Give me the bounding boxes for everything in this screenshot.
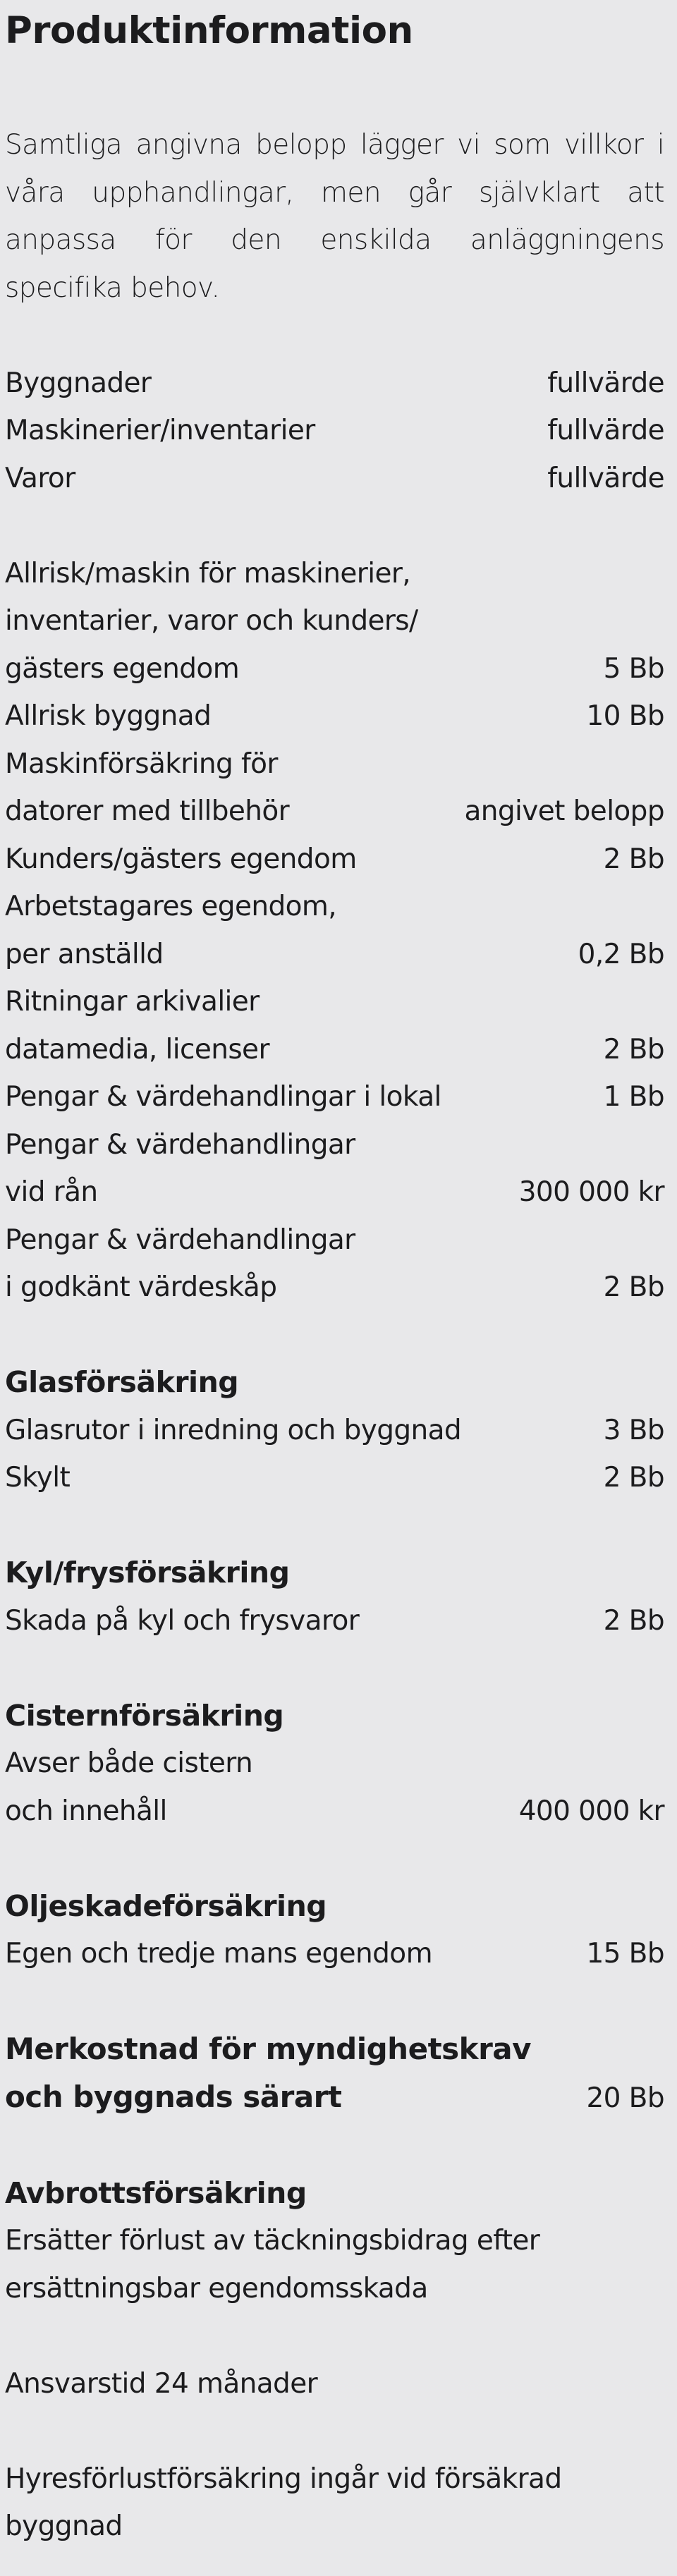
spacer bbox=[5, 2122, 664, 2170]
allrisk-row bbox=[5, 788, 664, 836]
section-heading: Glasförsäkring bbox=[5, 1365, 239, 1399]
section-heading: Avbrottsförsäkring bbox=[5, 2175, 307, 2210]
kyl-section bbox=[5, 1549, 664, 1644]
section-heading: Cisternförsäkring bbox=[5, 1698, 284, 1733]
allrisk-row bbox=[5, 1073, 664, 1121]
row-value: 400 000 kr bbox=[518, 1795, 664, 1827]
glas-row bbox=[5, 1407, 664, 1455]
spacer bbox=[5, 2312, 664, 2360]
spacer bbox=[5, 502, 664, 550]
product-info-page bbox=[0, 7, 677, 2576]
row-label: datamedia, licenser bbox=[5, 1033, 269, 1066]
row-label: Glasrutor i inredning och byggnad bbox=[5, 1414, 462, 1446]
spacer bbox=[5, 1312, 664, 1360]
intro-paragraph: Samtliga angivna belopp lägger vi som villkor i våra upphandlingar, men går självklart att anpassa för den enskilda anläggningens specifika behov. bbox=[5, 129, 664, 304]
allrisk-row bbox=[5, 1264, 664, 1312]
row-label: Skylt bbox=[5, 1462, 71, 1494]
row-label: Varor bbox=[5, 462, 75, 494]
row-label: Pengar & värdehandlingar i lokal bbox=[5, 1081, 441, 1113]
row-value: 5 Bb bbox=[603, 652, 664, 685]
kyl-row bbox=[5, 1597, 664, 1645]
section-heading: Merkostnad för myndighetskrav bbox=[5, 2032, 532, 2066]
allrisk-text-line: Pengar & värdehandlingar bbox=[5, 1223, 355, 1256]
glas-section bbox=[5, 1359, 664, 1502]
row-label: i godkänt värdeskåp bbox=[5, 1271, 277, 1303]
row-label: gästers egendom bbox=[5, 652, 240, 685]
avbrott-text-line: ersättningsbar egendomsskada bbox=[5, 2272, 428, 2305]
row-label: Skada på kyl och frysvaror bbox=[5, 1604, 360, 1637]
glas-row bbox=[5, 1454, 664, 1502]
allrisk-row bbox=[5, 1168, 664, 1216]
row-value: 2 Bb bbox=[603, 1271, 664, 1303]
row-label: per anställd bbox=[5, 938, 164, 970]
avbrott-text-line: Ersätter förlust av täckningsbidrag efter bbox=[5, 2225, 540, 2257]
row-label: Byggnader bbox=[5, 367, 152, 399]
row-value: 0,2 Bb bbox=[578, 938, 664, 970]
row-value: fullvärde bbox=[547, 462, 664, 494]
allrisk-text-line: Ritningar arkivalier bbox=[5, 986, 260, 1018]
allrisk-text-line: Allrisk/maskin för maskinerier, bbox=[5, 557, 411, 590]
row-value: 2 Bb bbox=[603, 843, 664, 875]
olje-row bbox=[5, 1930, 664, 1978]
row-value: 20 Bb bbox=[586, 2082, 664, 2114]
allrisk-row bbox=[5, 1026, 664, 1074]
row-label: Allrisk byggnad bbox=[5, 700, 212, 732]
cistern-text-line: Avser både cistern bbox=[5, 1747, 253, 1779]
value-row-maskinerier bbox=[5, 407, 664, 455]
hyres-text-line: Hyresförlustförsäkring ingår vid försäkrad bbox=[5, 2462, 562, 2495]
row-value: 1 Bb bbox=[603, 1081, 664, 1113]
allrisk-row bbox=[5, 645, 664, 693]
row-value: 10 Bb bbox=[586, 700, 664, 732]
spacer bbox=[5, 2407, 664, 2455]
ansvarstid-text: Ansvarstid 24 månader bbox=[5, 2367, 318, 2400]
row-label: Maskinerier/inventarier bbox=[5, 415, 315, 446]
allrisk-row bbox=[5, 692, 664, 740]
row-label: Egen och tredje mans egendom bbox=[5, 1938, 432, 1970]
section-heading: Kyl/frysförsäkring bbox=[5, 1556, 290, 1589]
row-value: 3 Bb bbox=[603, 1414, 664, 1446]
spacer bbox=[5, 1644, 664, 1692]
row-value: fullvärde bbox=[547, 367, 664, 399]
values-block bbox=[5, 360, 664, 503]
value-row-byggnader bbox=[5, 360, 664, 408]
row-value: 2 Bb bbox=[603, 1462, 664, 1494]
allrisk-row bbox=[5, 931, 664, 979]
avbrott-section bbox=[5, 2170, 664, 2551]
allrisk-text-line: inventarier, varor och kunders/ bbox=[5, 605, 418, 637]
row-label: datorer med tillbehör bbox=[5, 795, 290, 827]
spacer bbox=[5, 1978, 664, 2026]
row-value: 300 000 kr bbox=[518, 1176, 664, 1208]
section-heading: och byggnads särart bbox=[5, 2079, 342, 2114]
row-label: Kunders/gästers egendom bbox=[5, 843, 357, 875]
allrisk-row bbox=[5, 836, 664, 884]
row-value: fullvärde bbox=[547, 415, 664, 446]
row-label: vid rån bbox=[5, 1176, 98, 1208]
cistern-row bbox=[5, 1788, 664, 1836]
merkostnad-row bbox=[5, 2073, 664, 2123]
row-label: och innehåll bbox=[5, 1795, 167, 1827]
row-value: 2 Bb bbox=[603, 1033, 664, 1066]
allrisk-text-line: Maskinförsäkring för bbox=[5, 747, 278, 780]
merkostnad-section bbox=[5, 2025, 664, 2122]
cistern-section bbox=[5, 1692, 664, 1836]
spacer bbox=[5, 1502, 664, 1550]
row-value: 2 Bb bbox=[603, 1604, 664, 1637]
spacer bbox=[5, 1835, 664, 1883]
allrisk-block bbox=[5, 550, 664, 1312]
row-value: angivet belopp bbox=[464, 795, 664, 827]
hyres-text-line: byggnad bbox=[5, 2510, 123, 2542]
allrisk-text-line: Arbetstagares egendom, bbox=[5, 891, 337, 922]
section-heading: Oljeskadeförsäkring bbox=[5, 1888, 327, 1923]
olje-section bbox=[5, 1883, 664, 1978]
value-row-varor bbox=[5, 455, 664, 503]
page-title: Produktinformation bbox=[5, 9, 413, 52]
row-value: 15 Bb bbox=[586, 1938, 664, 1970]
spacer bbox=[5, 312, 664, 360]
allrisk-text-line: Pengar & värdehandlingar bbox=[5, 1128, 355, 1161]
